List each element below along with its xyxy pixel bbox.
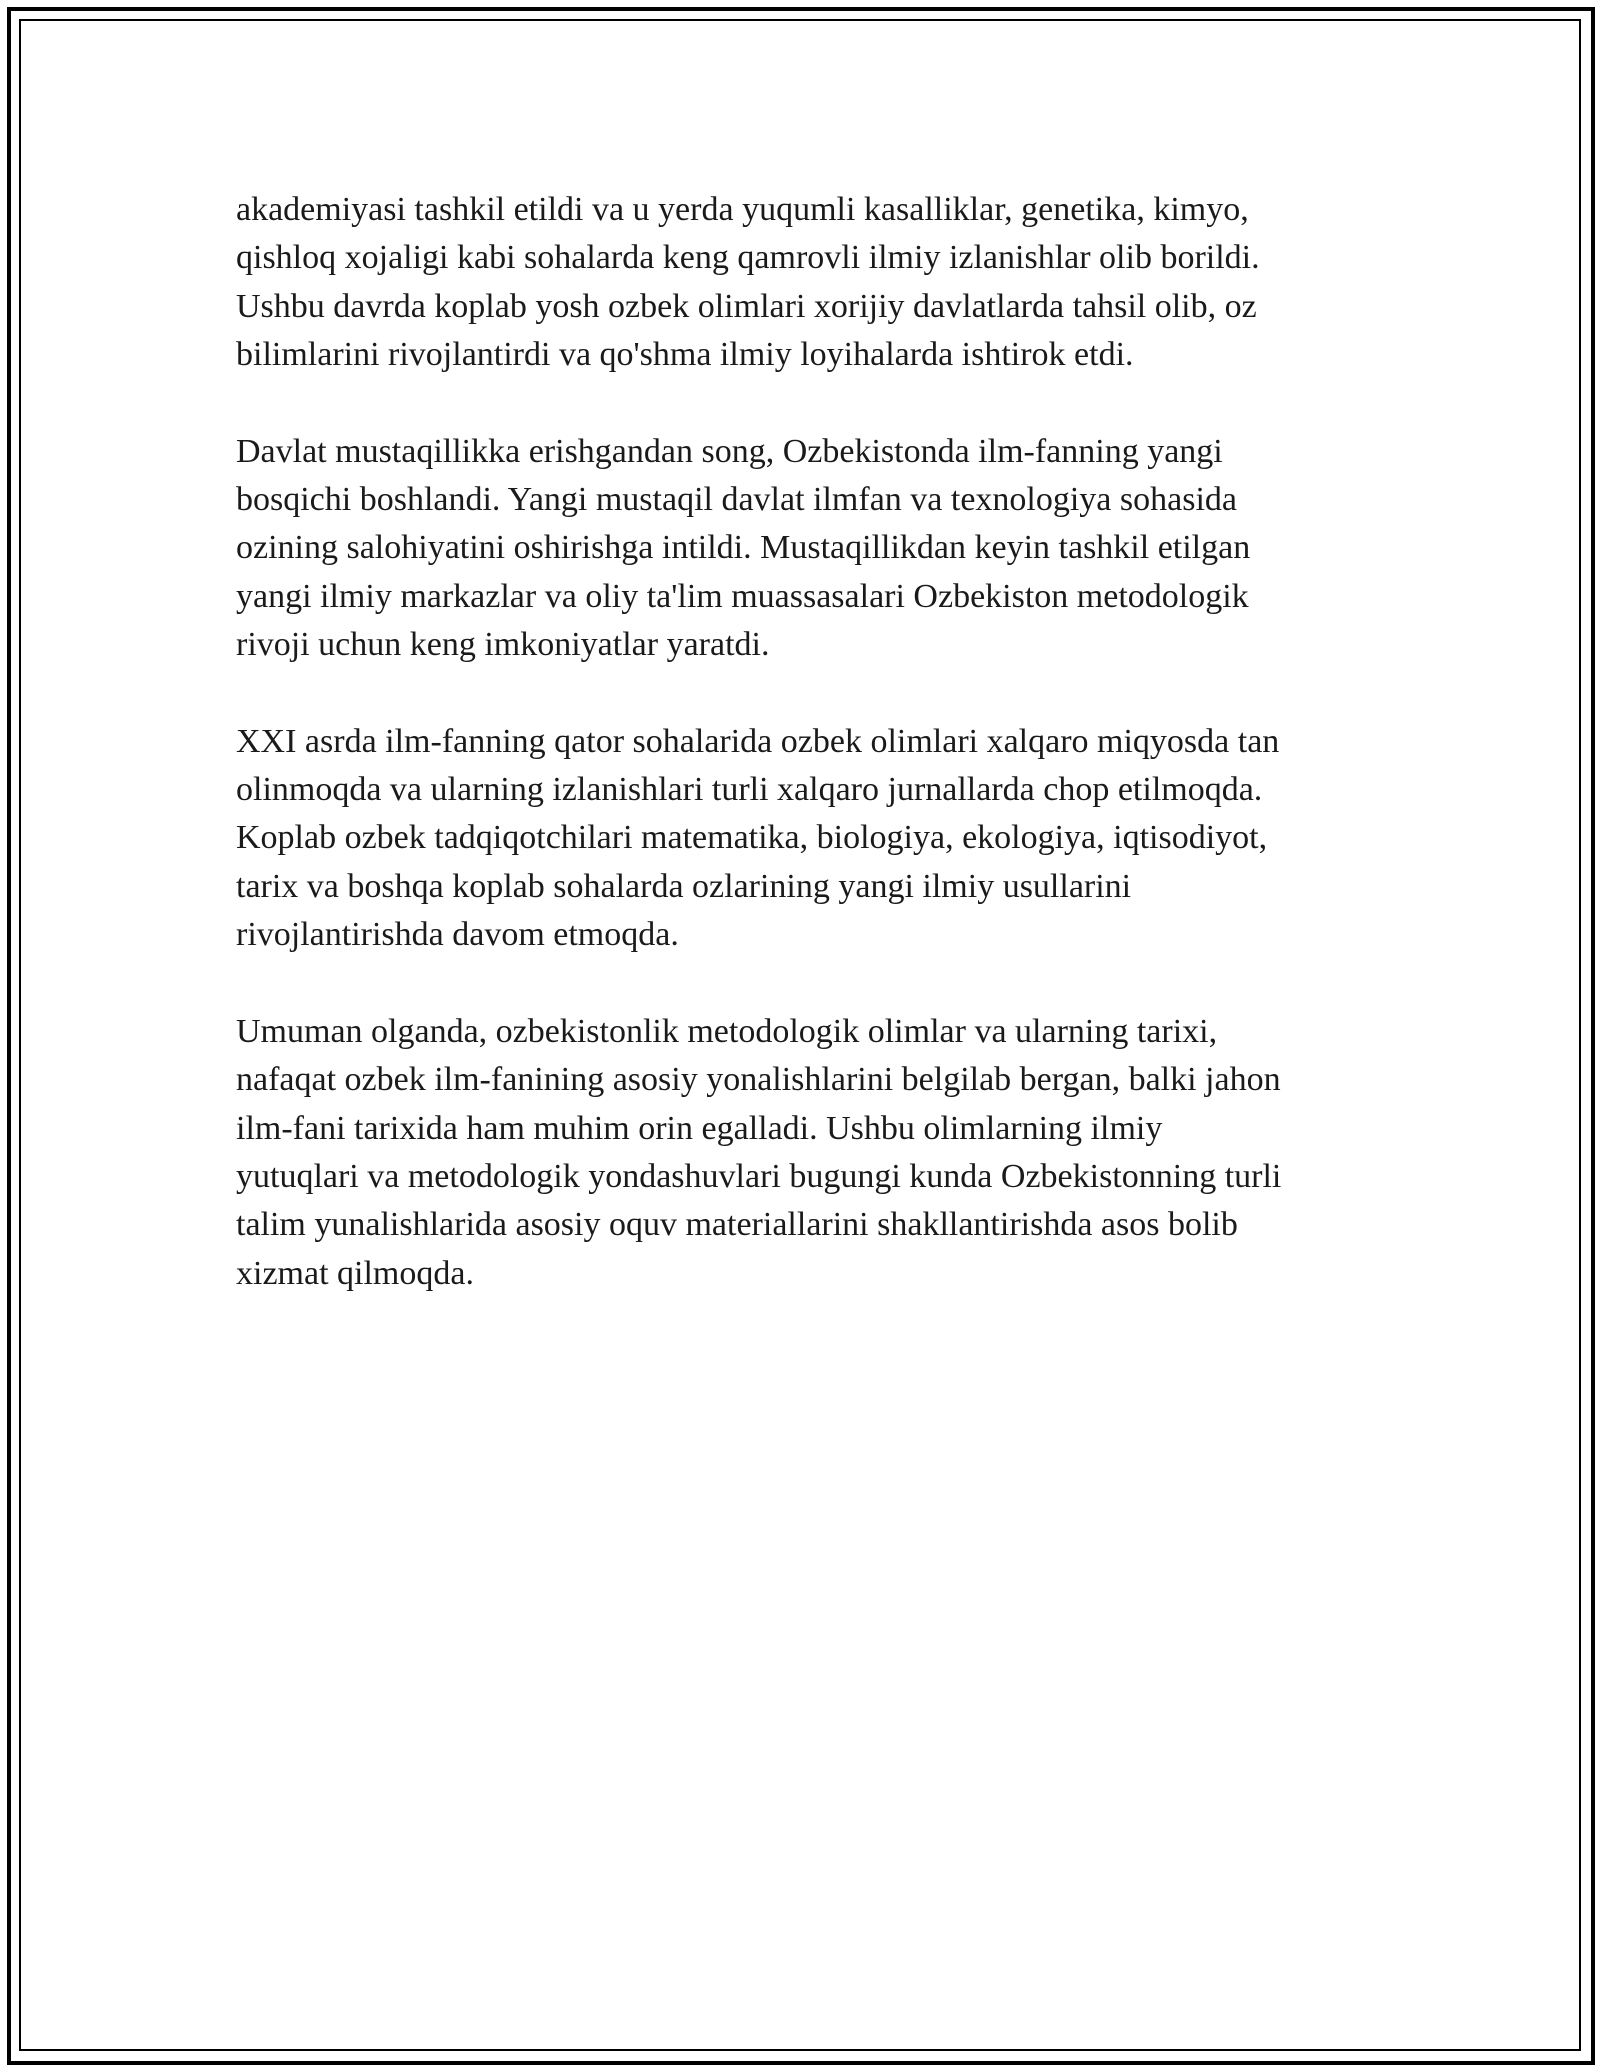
text-line: Koplab ozbek tadqiqotchilari matematika, biologiya, ekologiya, iqtisodiyot,: [236, 819, 1268, 857]
text-line: rivoji uchun keng imkoniyatlar yaratdi.: [236, 626, 770, 664]
text-line: yutuqlari va metodologik yondashuvlari bugungi kunda Ozbekistonning turli: [236, 1157, 1282, 1195]
paragraph-4: [236, 1008, 1376, 1298]
text-line: yangi ilmiy markazlar va oliy ta'lim muassasalari Ozbekiston metodologik: [236, 577, 1249, 615]
paragraph-3: [236, 718, 1376, 960]
text-line: Davlat mustaqillikka erishgandan song, Ozbekistonda ilm-fanning yangi: [236, 432, 1223, 470]
text-line: Ushbu davrda koplab yosh ozbek olimlari xorijiy davlatlarda tahsil olib, oz: [236, 287, 1257, 325]
text-line: talim yunalishlarida asosiy oquv materiallarini shakllantirishda asos bolib: [236, 1206, 1238, 1244]
text-line: tarix va boshqa koplab sohalarda ozlarining yangi ilmiy usullarini: [236, 867, 1132, 905]
text-line: bilimlarini rivojlantirdi va qo'shma ilmiy loyihalarda ishtirok etdi.: [236, 336, 1134, 374]
text-line: ilm-fani tarixida ham muhim orin egalladi. Ushbu olimlarning ilmiy: [236, 1109, 1163, 1147]
text-line: qishloq xojaligi kabi sohalarda keng qamrovli ilmiy izlanishlar olib borildi.: [236, 239, 1260, 277]
paragraph-1: [236, 186, 1376, 380]
text-line: rivojlantirishda davom etmoqda.: [236, 916, 679, 954]
text-line: nafaqat ozbek ilm-fanining asosiy yonalishlarini belgilab bergan, balki jahon: [236, 1061, 1281, 1099]
paragraph-2: [236, 428, 1376, 670]
text-line: ozining salohiyatini oshirishga intildi. Mustaqillikdan keyin tashkil etilgan: [236, 529, 1251, 567]
text-line: Umuman olganda, ozbekistonlik metodologik olimlar va ularning tarixi,: [236, 1012, 1218, 1050]
text-line: bosqichi boshlandi. Yangi mustaqil davlat ilmfan va texnologiya sohasida: [236, 481, 1237, 519]
text-line: akademiyasi tashkil etildi va u yerda yuqumli kasalliklar, genetika, kimyo,: [236, 191, 1249, 228]
text-line: XXI asrda ilm-fanning qator sohalarida ozbek olimlari xalqaro miqyosda tan: [236, 722, 1280, 760]
text-line: olinmoqda va ularning izlanishlari turli xalqaro jurnallarda chop etilmoqda.: [236, 771, 1263, 809]
text-line: xizmat qilmoqda.: [236, 1254, 474, 1292]
document-body: [236, 186, 1376, 1346]
